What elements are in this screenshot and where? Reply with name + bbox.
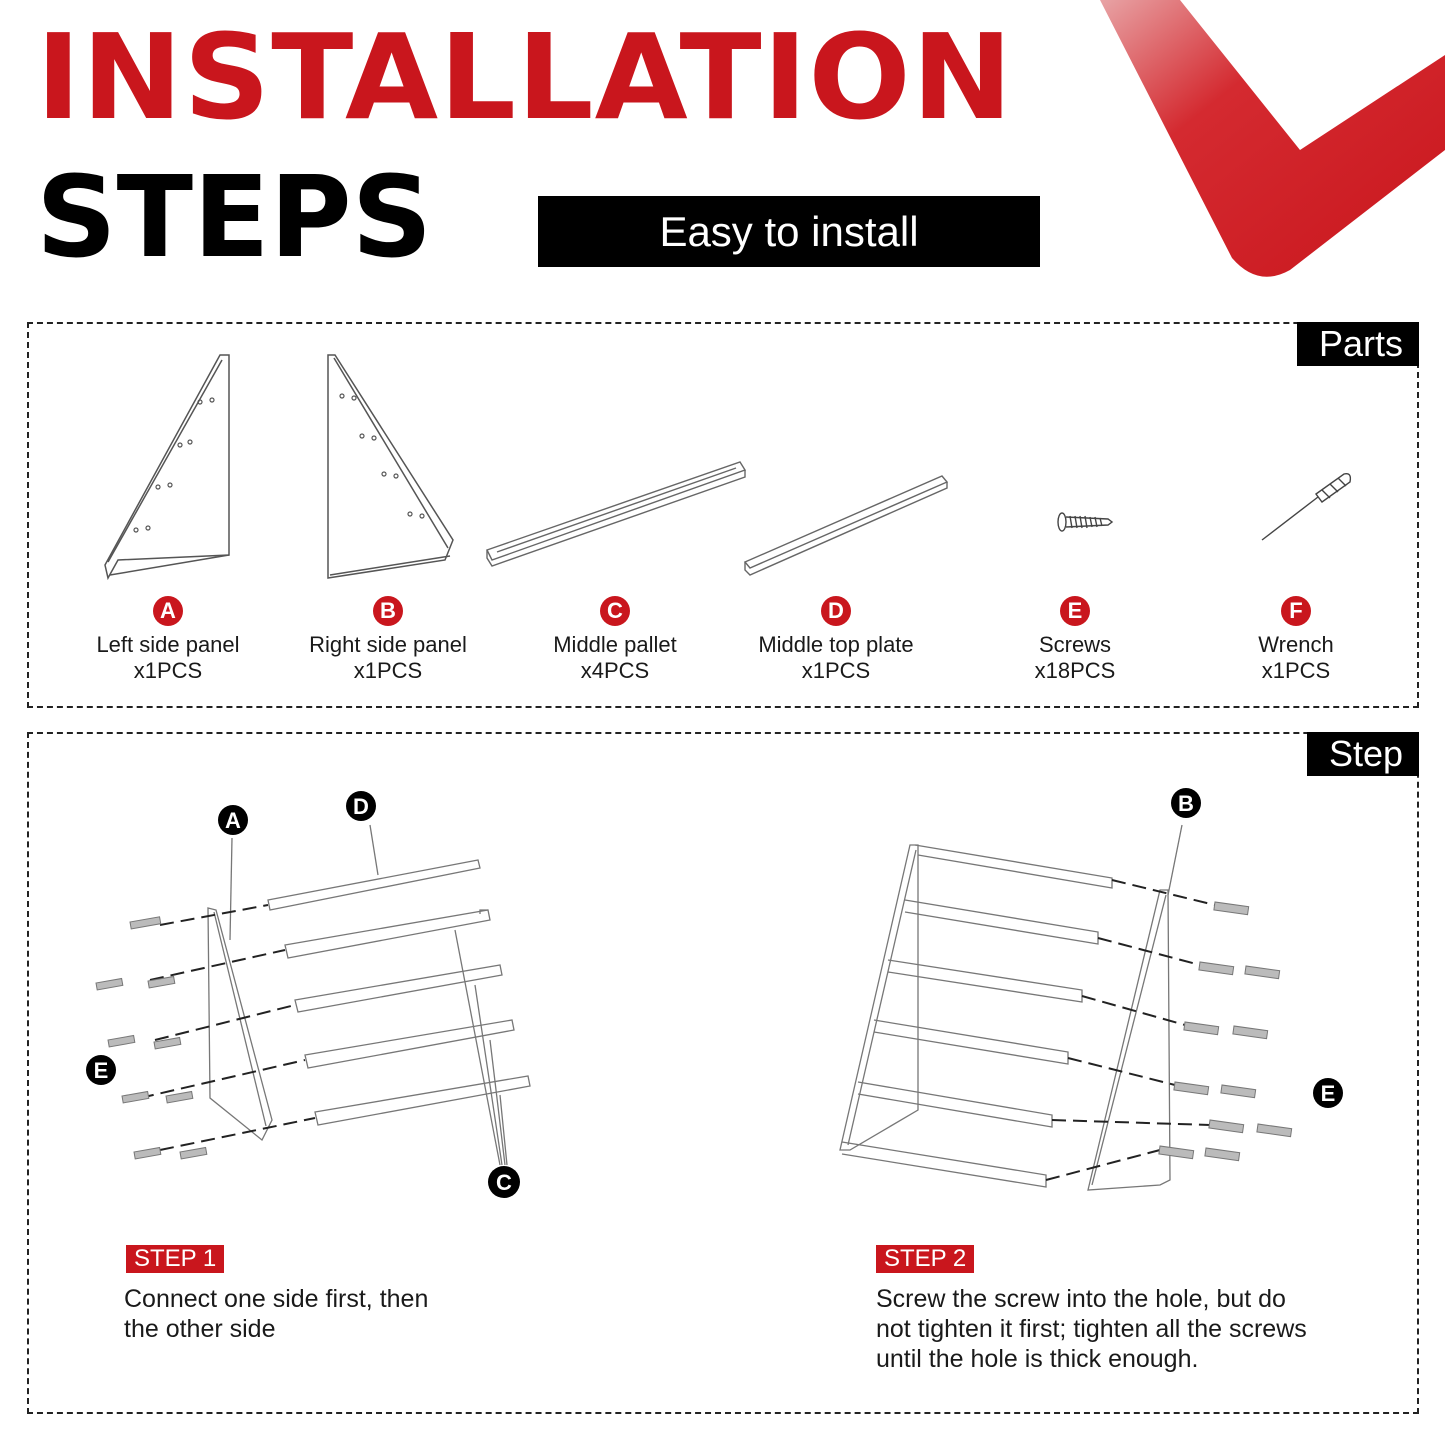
part-qty: x18PCS (1034, 658, 1116, 683)
badge-b: B (373, 596, 403, 626)
part-name: Wrench (1258, 632, 1334, 657)
step2-callout-b (1171, 788, 1201, 818)
step-tag: Step (1307, 732, 1419, 776)
badge-d: D (821, 596, 851, 626)
callout-c-label: C (496, 1170, 512, 1195)
callout-e-label: E (93, 1058, 109, 1083)
callout-a-label: A (225, 808, 241, 833)
callout-e2-label: E (1320, 1081, 1336, 1106)
step1-callout-e (86, 1055, 116, 1085)
step2-line2: not tighten it first; tighten all the screws (876, 1315, 1307, 1343)
part-item-b (278, 596, 498, 684)
page-title-line1: INSTALLATION (36, 8, 1014, 146)
badge-e: E (1060, 596, 1090, 626)
step1-callout-d (346, 791, 376, 821)
step2-description (876, 1284, 1307, 1374)
middle-top-plate-icon (745, 476, 947, 575)
part-qty: x1PCS (801, 658, 871, 683)
right-side-panel-icon (328, 355, 453, 578)
screwdriver-icon (1262, 474, 1350, 540)
badge-a: A (153, 596, 183, 626)
step1-diagram (60, 780, 580, 1210)
parts-tag: Parts (1297, 322, 1419, 366)
step1-description (124, 1284, 428, 1344)
part-name: Middle pallet (553, 632, 677, 657)
part-item-a (58, 596, 278, 684)
part-item-c (505, 596, 725, 684)
part-qty: x4PCS (580, 658, 650, 683)
callout-b-label: B (1178, 791, 1194, 816)
tagline-banner: Easy to install (538, 196, 1040, 267)
part-name: Screws (1038, 632, 1112, 657)
part-qty: x1PCS (353, 658, 423, 683)
part-name: Left side panel (96, 632, 240, 657)
step1-label: STEP 1 (126, 1245, 224, 1273)
part-item-d (726, 596, 946, 684)
step2-line1: Screw the screw into the hole, but do (876, 1285, 1286, 1313)
step1-line2: the other side (124, 1315, 276, 1343)
screw-icon (1058, 513, 1112, 531)
step2-label: STEP 2 (876, 1245, 974, 1273)
part-item-e (965, 596, 1185, 684)
badge-f: F (1281, 596, 1311, 626)
part-qty: x1PCS (133, 658, 203, 683)
callout-d-label: D (353, 794, 369, 819)
part-item-f (1186, 596, 1406, 684)
left-side-panel-icon (105, 355, 229, 578)
step2-line3: until the hole is thick enough. (876, 1345, 1199, 1373)
step2-diagram (820, 780, 1380, 1210)
step1-line1: Connect one side first, then (124, 1285, 429, 1313)
parts-drawings (0, 330, 1445, 590)
part-name: Middle top plate (758, 632, 914, 657)
part-qty: x1PCS (1261, 658, 1331, 683)
step1-callout-a (218, 805, 248, 835)
step2-callout-e (1313, 1078, 1343, 1108)
middle-pallet-icon (487, 462, 745, 566)
step1-callout-c (488, 1166, 520, 1198)
page-title-line2: STEPS (36, 153, 433, 283)
badge-c: C (600, 596, 630, 626)
part-name: Right side panel (309, 632, 467, 657)
